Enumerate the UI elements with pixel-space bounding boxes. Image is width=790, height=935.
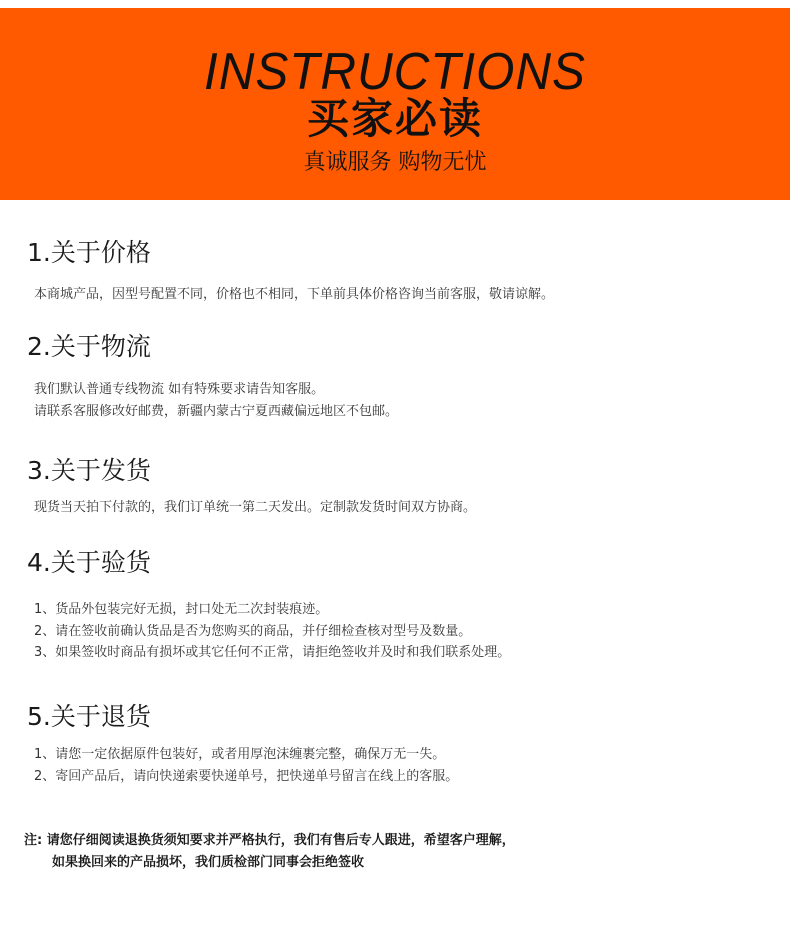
note-line-2: 如果换回来的产品损坏，我们质检部门同事会拒绝签收	[52, 855, 365, 870]
section-title-inspection: 4.关于验货	[27, 548, 151, 577]
header-banner	[0, 8, 790, 200]
banner-title-cn: 买家必读	[306, 94, 483, 143]
section-text-shipping: 现货当天拍下付款的，我们订单统一第二天发出。定制款发货时间双方协商。	[34, 500, 477, 515]
section-title-price: 1.关于价格	[27, 238, 151, 267]
note-line-1: 注: 请您仔细阅读退换货须知要求并严格执行，我们有售后专人跟进，希望客户理解，	[24, 833, 515, 848]
section-text-logistics-2: 请联系客服修改好邮费，新疆内蒙古宁夏西藏偏远地区不包邮。	[34, 404, 399, 419]
section-title-returns: 5.关于退货	[27, 702, 151, 731]
section-text-inspection-1: 1、货品外包装完好无损，封口处无二次封装痕迹。	[34, 602, 329, 617]
section-text-price: 本商城产品，因型号配置不同，价格也不相同，下单前具体价格咨询当前客服，敬请谅解。	[34, 287, 555, 302]
section-text-inspection-2: 2、请在签收前确认货品是否为您购买的商品，并仔细检查核对型号及数量。	[34, 624, 472, 639]
section-text-inspection-3: 3、如果签收时商品有损坏或其它任何不正常，请拒绝签收并及时和我们联系处理。	[34, 645, 511, 660]
banner-title-en: INSTRUCTIONS	[204, 43, 586, 101]
banner-subtitle: 真诚服务 购物无忧	[303, 150, 487, 175]
section-text-logistics-1: 我们默认普通专线物流 如有特殊要求请告知客服。	[34, 382, 325, 397]
section-title-logistics: 2.关于物流	[27, 332, 151, 361]
section-title-shipping: 3.关于发货	[27, 456, 151, 485]
section-text-returns-2: 2、寄回产品后，请向快递索要快递单号，把快递单号留言在线上的客服。	[34, 769, 459, 784]
section-text-returns-1: 1、请您一定依据原件包装好，或者用厚泡沫缠裹完整，确保万无一失。	[34, 747, 446, 762]
